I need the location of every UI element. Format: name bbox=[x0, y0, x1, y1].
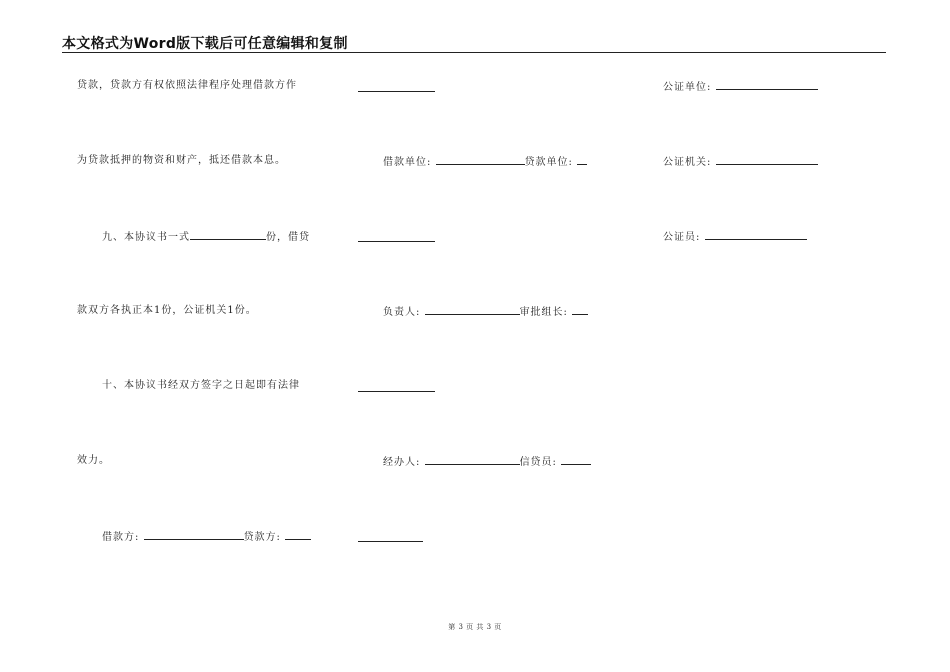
clause-text-line-4: 款双方各执正本1份，公证机关1份。 bbox=[77, 305, 257, 316]
notary-unit-line bbox=[663, 80, 818, 94]
notary-office-blank[interactable] bbox=[716, 155, 818, 165]
clause-nine bbox=[102, 230, 310, 244]
borrower-unit-blank[interactable] bbox=[436, 155, 525, 165]
notary-unit-label: 公证单位: bbox=[663, 82, 712, 93]
approval-leader-blank[interactable] bbox=[572, 305, 588, 315]
clause-text-line-1: 贷款，贷款方有权依照法律程序处理借款方作 bbox=[77, 80, 297, 91]
handler-blank[interactable] bbox=[425, 455, 520, 465]
notary-line bbox=[663, 230, 807, 244]
lender-unit-blank[interactable] bbox=[577, 155, 587, 165]
unit-signature-line bbox=[383, 155, 587, 169]
notary-office-line bbox=[663, 155, 818, 169]
lender-label: 贷款方: bbox=[243, 532, 281, 543]
clause-ten: 十、本协议书经双方签字之日起即有法律 bbox=[102, 380, 300, 391]
middle-blank-3[interactable] bbox=[358, 390, 435, 392]
credit-officer-label: 信贷员: bbox=[519, 457, 557, 468]
handler-signature-line bbox=[383, 455, 591, 469]
notary-label: 公证员: bbox=[663, 232, 701, 243]
lender-unit-label: 贷款单位: bbox=[524, 157, 573, 168]
copies-blank[interactable] bbox=[190, 230, 266, 240]
notary-blank[interactable] bbox=[705, 230, 807, 240]
approval-leader-label: 审批组长: bbox=[519, 307, 568, 318]
document-header: 本文格式为Word版下载后可任意编辑和复制 bbox=[62, 36, 348, 52]
responsible-signature-line bbox=[383, 305, 588, 319]
page-number: 第 3 页 共 3 页 bbox=[448, 623, 502, 631]
middle-blank-4[interactable] bbox=[358, 540, 423, 542]
credit-officer-blank[interactable] bbox=[561, 455, 591, 465]
notary-unit-blank[interactable] bbox=[716, 80, 818, 90]
header-divider bbox=[62, 52, 886, 53]
person-in-charge-label: 负责人: bbox=[383, 307, 421, 318]
borrower-unit-label: 借款单位: bbox=[383, 157, 432, 168]
borrower-signature-blank[interactable] bbox=[144, 530, 244, 540]
borrower-label: 借款方: bbox=[102, 532, 140, 543]
lender-signature-blank[interactable] bbox=[285, 530, 311, 540]
clause-text-line-2: 为贷款抵押的物资和财产，抵还借款本息。 bbox=[77, 155, 286, 166]
notary-office-label: 公证机关: bbox=[663, 157, 712, 168]
middle-blank-2[interactable] bbox=[358, 240, 435, 242]
signature-line-parties bbox=[102, 530, 311, 544]
middle-blank-1[interactable] bbox=[358, 90, 435, 92]
person-in-charge-blank[interactable] bbox=[425, 305, 520, 315]
handler-label: 经办人: bbox=[383, 457, 421, 468]
clause-nine-text-a: 九、本协议书一式 bbox=[102, 232, 190, 243]
clause-nine-text-b: 份，借贷 bbox=[266, 232, 310, 243]
clause-text-line-6: 效力。 bbox=[77, 455, 110, 466]
